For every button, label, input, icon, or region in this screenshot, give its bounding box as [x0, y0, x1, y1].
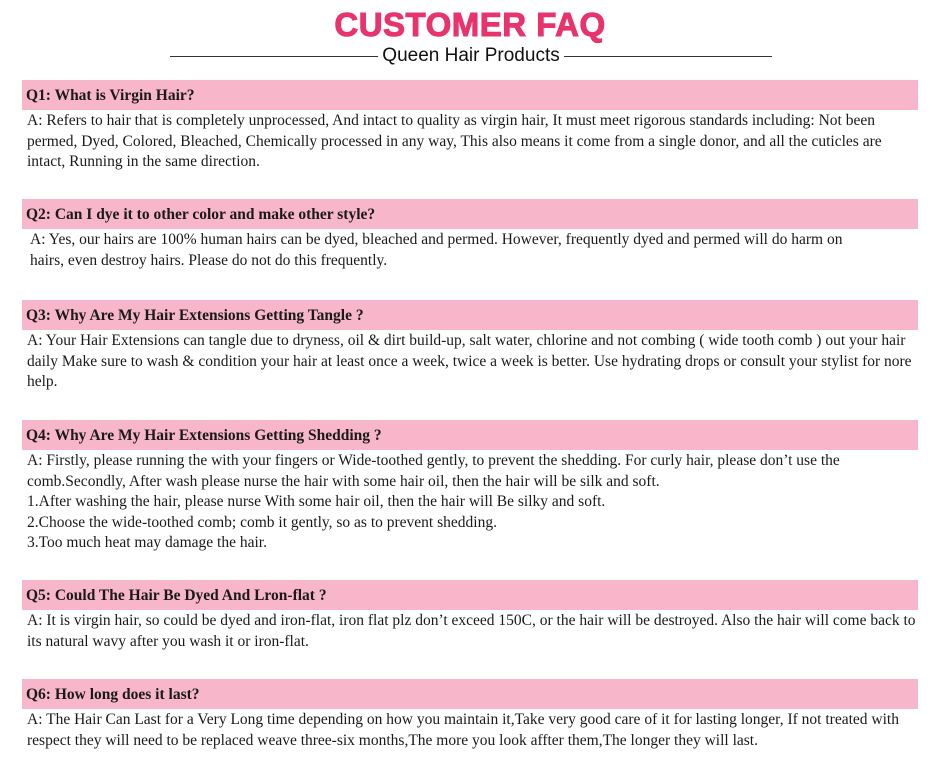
faq-answer-q3: [22, 330, 918, 393]
faq-answer-q1-line-1: A: Refers to hair that is completely unprocessed, And intact to quality as virgin hair, It must meet rigorous standards including: Not been permed, Dyed, Colored, Bleached, Chemically processed in any way, This also means it come from a single donor, and all the cuticles are intact, Running in the same direction.: [27, 112, 882, 170]
faq-answer-q4-line-2: 1.After washing the hair, please nurse With some hair oil, then the hair will Be silky and soft.: [27, 493, 606, 510]
faq-answer-q4-line-4: 3.Too much heat may damage the hair.: [27, 534, 267, 551]
faq-answer-q1: [22, 110, 918, 173]
faq-item-q4: [22, 420, 918, 554]
faq-answer-q3-line-1: A: Your Hair Extensions can tangle due to dryness, oil & dirt build-up, salt water, chlorine and not combing ( wide tooth comb ) out your hair daily Make sure to wash & condition your hair at least once a week, twice a week is better. Use hydrating drops or consult your stylist for nore help.: [27, 332, 912, 390]
faq-answer-q6: [22, 709, 918, 751]
subtitle-left-rule: [170, 56, 378, 57]
faq-answer-q5-line-1: A: It is virgin hair, so could be dyed and iron-flat, iron flat plz don’t exceed 150C, or the hair will be destroyed. Also the hair will come back to its natural wavy after you wash it or iron-flat.: [27, 612, 916, 650]
faq-question-q2: Q2: Can I dye it to other color and make other style?: [22, 199, 918, 229]
faq-item-q6: [22, 679, 918, 751]
faq-question-q3: Q3: Why Are My Hair Extensions Getting Tangle ?: [22, 300, 918, 330]
faq-answer-q2-line-1: A: Yes, our hairs are 100% human hairs can be dyed, bleached and permed. However, frequently dyed and permed will do harm on hairs, even destroy hairs. Please do not do this frequently.: [30, 231, 843, 269]
faq-answer-q4: [22, 450, 918, 554]
faq-item-q2: [22, 199, 918, 271]
page-subtitle: Queen Hair Products: [382, 45, 560, 66]
page-title: CUSTOMER FAQ: [334, 6, 606, 43]
faq-answer-q5: [22, 610, 918, 652]
faq-question-q5: Q5: Could The Hair Be Dyed And Lron-flat ?: [22, 580, 918, 610]
subtitle-right-rule: [564, 56, 772, 57]
faq-item-q3: [22, 300, 918, 393]
faq-question-q6: Q6: How long does it last?: [22, 679, 918, 709]
faq-question-q1: Q1: What is Virgin Hair?: [22, 80, 918, 110]
page-header: [0, 0, 940, 72]
faq-item-q5: [22, 580, 918, 652]
faq-answer-q6-line-1: A: The Hair Can Last for a Very Long time depending on how you maintain it,Take very good care of it for lasting longer, If not treated with respect they will need to be replaced weave three-six months,The more you look affter them,The longer they will last.: [27, 711, 899, 749]
faq-question-q4: Q4: Why Are My Hair Extensions Getting Shedding ?: [22, 420, 918, 450]
faq-answer-q4-line-3: 2.Choose the wide-toothed comb; comb it gently, so as to prevent shedding.: [27, 513, 497, 531]
faq-answer-q2: [22, 229, 918, 271]
subtitle-row: [170, 44, 772, 68]
faq-answer-q4-line-1: A: Firstly, please running the with your fingers or Wide-toothed gently, to prevent the shedding. For curly hair, please don’t use the comb.Secondly, After wash please nurse the hair with some hair oil, then the hair will be silk and soft.: [27, 452, 840, 490]
faq-item-q1: [22, 80, 918, 173]
